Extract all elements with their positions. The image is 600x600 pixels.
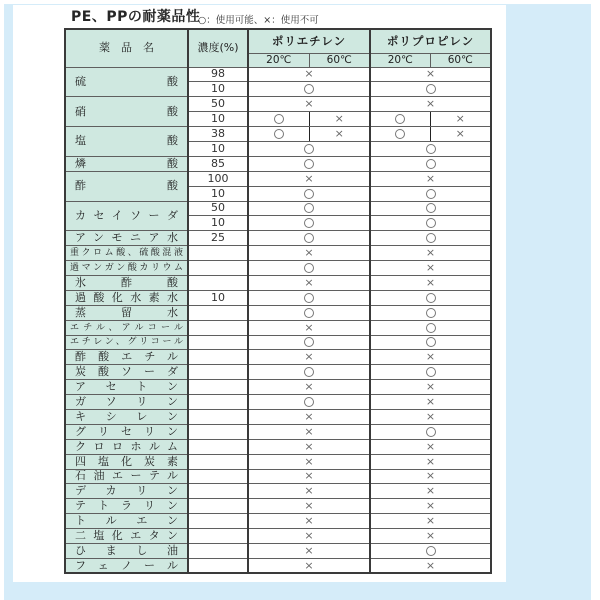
not-usable-mark: × xyxy=(425,469,436,483)
concentration-cell xyxy=(188,350,248,365)
chemical-name-cell: 燐酸 xyxy=(65,156,188,171)
usable-mark xyxy=(426,189,436,199)
concentration-cell xyxy=(188,275,248,290)
rating-cell-pp xyxy=(370,67,491,82)
usable-mark xyxy=(304,144,314,154)
concentration-cell xyxy=(188,484,248,499)
rating-cell-pp xyxy=(370,141,491,156)
rating-cell-pe xyxy=(248,469,370,484)
header-pe-60c: 60℃ xyxy=(309,53,370,67)
rating-cell-pe xyxy=(248,514,370,529)
concentration-cell xyxy=(188,335,248,350)
rating-cell-pp xyxy=(370,395,491,410)
not-usable-mark: × xyxy=(304,67,314,81)
chemical-name-cell: デカリン xyxy=(65,484,188,499)
rating-cell-pe-20c xyxy=(248,127,309,142)
chemical-name-cell: 過酸化水素水 xyxy=(65,290,188,305)
not-usable-mark: × xyxy=(425,261,436,275)
table-row xyxy=(65,97,491,112)
rating-cell-pe xyxy=(248,186,370,201)
rating-cell-pp xyxy=(370,499,491,514)
rating-cell-pp xyxy=(370,439,491,454)
table-row xyxy=(65,171,491,186)
concentration-cell: 100 xyxy=(188,171,248,186)
rating-cell-pe xyxy=(248,171,370,186)
rating-cell-pe xyxy=(248,97,370,112)
usable-mark xyxy=(426,323,436,333)
table-row xyxy=(65,424,491,439)
not-usable-mark: × xyxy=(425,395,436,409)
rating-cell-pe xyxy=(248,275,370,290)
usable-mark xyxy=(304,293,314,303)
chemical-name-cell: フェノール xyxy=(65,558,188,573)
rating-cell-pp xyxy=(370,305,491,320)
rating-cell-pe xyxy=(248,544,370,559)
usable-mark xyxy=(304,367,314,377)
not-usable-mark: × xyxy=(334,127,344,140)
table-row xyxy=(65,261,491,276)
rating-cell-pp xyxy=(370,469,491,484)
chemical-name-cell: 過マンガン酸カリウム xyxy=(65,261,188,276)
header-pp-60c: 60℃ xyxy=(430,53,491,67)
not-usable-mark: × xyxy=(304,424,314,438)
chemical-name-cell: クロロホルム xyxy=(65,439,188,454)
rating-cell-pe xyxy=(248,201,370,216)
chemical-name-cell: 酢酸 xyxy=(65,171,188,201)
usable-mark xyxy=(304,397,314,407)
rating-cell-pe xyxy=(248,246,370,261)
concentration-cell xyxy=(188,544,248,559)
not-usable-mark: × xyxy=(334,112,344,126)
concentration-cell xyxy=(188,499,248,514)
chemical-name-cell: エチル、アルコール xyxy=(65,320,188,335)
usable-mark xyxy=(304,84,314,94)
rating-cell-pe xyxy=(248,261,370,276)
rating-cell-pe xyxy=(248,395,370,410)
concentration-cell xyxy=(188,320,248,335)
usable-mark xyxy=(304,337,314,347)
chemical-name-cell: カセイソーダ xyxy=(65,201,188,231)
table-row xyxy=(65,439,491,454)
rating-cell-pp xyxy=(370,186,491,201)
rating-cell-pe xyxy=(248,365,370,380)
concentration-cell xyxy=(188,424,248,439)
rating-cell-pe xyxy=(248,558,370,573)
usable-mark xyxy=(426,427,436,437)
rating-cell-pp xyxy=(370,171,491,186)
table-row xyxy=(65,156,491,171)
not-usable-mark: × xyxy=(425,558,436,572)
table-row xyxy=(65,469,491,484)
not-usable-mark: × xyxy=(304,529,314,543)
table-row xyxy=(65,454,491,469)
chemical-name-cell: 塩酸 xyxy=(65,127,188,157)
rating-cell-pp xyxy=(370,424,491,439)
not-usable-mark: × xyxy=(425,484,436,498)
usable-mark xyxy=(426,293,436,303)
rating-cell-pp xyxy=(370,544,491,559)
rating-cell-pp-60c xyxy=(430,127,491,142)
usable-mark xyxy=(426,84,436,94)
not-usable-mark: × xyxy=(425,514,436,528)
chemical-name-cell: テトラリン xyxy=(65,499,188,514)
not-usable-mark: × xyxy=(455,112,465,126)
concentration-cell xyxy=(188,365,248,380)
rating-cell-pp xyxy=(370,529,491,544)
rating-cell-pp xyxy=(370,409,491,424)
rating-cell-pp xyxy=(370,275,491,290)
table-row xyxy=(65,67,491,82)
header-pp-20c: 20℃ xyxy=(370,53,430,67)
not-usable-mark: × xyxy=(425,499,436,513)
rating-cell-pp xyxy=(370,261,491,276)
chemical-name-cell: 酢酸エチル xyxy=(65,350,188,365)
concentration-cell: 50 xyxy=(188,201,248,216)
not-usable-mark: × xyxy=(425,97,436,111)
rating-cell-pe xyxy=(248,156,370,171)
chemical-name-cell: エチレン、グリコール xyxy=(65,335,188,350)
table-row xyxy=(65,290,491,305)
concentration-cell: 85 xyxy=(188,156,248,171)
usable-mark xyxy=(395,129,405,139)
table-row xyxy=(65,365,491,380)
rating-cell-pe xyxy=(248,216,370,231)
chemical-name-cell: 硝酸 xyxy=(65,97,188,127)
concentration-cell: 25 xyxy=(188,231,248,246)
not-usable-mark: × xyxy=(425,380,436,394)
usable-mark xyxy=(304,308,314,318)
chemical-name-cell: ガソリン xyxy=(65,395,188,410)
not-usable-mark: × xyxy=(304,409,314,423)
rating-cell-pe-60c xyxy=(309,112,370,127)
usable-mark xyxy=(304,203,314,213)
concentration-cell: 10 xyxy=(188,141,248,156)
rating-cell-pe xyxy=(248,424,370,439)
rating-cell-pp xyxy=(370,216,491,231)
table-row xyxy=(65,544,491,559)
rating-cell-pe xyxy=(248,305,370,320)
rating-cell-pe-20c xyxy=(248,112,309,127)
chemical-name-cell: アセトン xyxy=(65,380,188,395)
not-usable-mark: × xyxy=(304,514,314,528)
rating-cell-pe xyxy=(248,484,370,499)
usable-mark xyxy=(274,114,284,124)
usable-mark xyxy=(426,367,436,377)
header-concentration: 濃度(%) xyxy=(188,29,248,67)
rating-cell-pp xyxy=(370,82,491,97)
table-row xyxy=(65,305,491,320)
concentration-cell xyxy=(188,529,248,544)
legend: ○：使用可能、×：使用不可 xyxy=(198,15,319,26)
not-usable-mark: × xyxy=(425,350,436,364)
table-row xyxy=(65,409,491,424)
table-row xyxy=(65,558,491,573)
not-usable-mark: × xyxy=(425,439,436,453)
not-usable-mark: × xyxy=(304,469,314,483)
concentration-cell xyxy=(188,558,248,573)
not-usable-mark: × xyxy=(304,558,314,572)
rating-cell-pe xyxy=(248,82,370,97)
concentration-cell xyxy=(188,514,248,529)
concentration-cell xyxy=(188,246,248,261)
concentration-cell: 10 xyxy=(188,112,248,127)
concentration-cell: 50 xyxy=(188,97,248,112)
table-row xyxy=(65,484,491,499)
rating-cell-pp xyxy=(370,201,491,216)
not-usable-mark: × xyxy=(425,275,436,289)
not-usable-mark: × xyxy=(304,439,314,453)
chemical-name-cell: アンモニア水 xyxy=(65,231,188,246)
concentration-cell xyxy=(188,395,248,410)
chemical-name-cell: 四塩化炭素 xyxy=(65,454,188,469)
table-row xyxy=(65,335,491,350)
table-row xyxy=(65,380,491,395)
rating-cell-pe xyxy=(248,499,370,514)
usable-mark xyxy=(426,233,436,243)
rating-cell-pe xyxy=(248,439,370,454)
rating-cell-pp xyxy=(370,290,491,305)
not-usable-mark: × xyxy=(304,97,314,111)
usable-mark xyxy=(304,233,314,243)
not-usable-mark: × xyxy=(304,484,314,498)
usable-mark xyxy=(426,337,436,347)
concentration-cell: 10 xyxy=(188,186,248,201)
chemical-name-cell: 蒸留水 xyxy=(65,305,188,320)
concentration-cell xyxy=(188,469,248,484)
rating-cell-pp xyxy=(370,231,491,246)
not-usable-mark: × xyxy=(304,380,314,394)
rating-cell-pe xyxy=(248,320,370,335)
not-usable-mark: × xyxy=(304,171,314,185)
usable-mark xyxy=(395,114,405,124)
rating-cell-pp xyxy=(370,484,491,499)
not-usable-mark: × xyxy=(425,454,436,468)
chemical-name-cell: 氷酢酸 xyxy=(65,275,188,290)
table-row xyxy=(65,231,491,246)
page-title: PE、PPの耐薬品性 xyxy=(71,9,201,25)
rating-cell-pe xyxy=(248,380,370,395)
rating-cell-pp xyxy=(370,365,491,380)
table-row xyxy=(65,350,491,365)
rating-cell-pp xyxy=(370,97,491,112)
rating-cell-pp xyxy=(370,246,491,261)
not-usable-mark: × xyxy=(304,275,314,289)
usable-mark xyxy=(426,144,436,154)
chemical-name-cell: 重クロム酸、硫酸混液 xyxy=(65,246,188,261)
concentration-cell xyxy=(188,409,248,424)
rating-cell-pp xyxy=(370,454,491,469)
concentration-cell: 98 xyxy=(188,67,248,82)
rating-cell-pp xyxy=(370,156,491,171)
not-usable-mark: × xyxy=(304,499,314,513)
concentration-cell: 10 xyxy=(188,82,248,97)
table-row xyxy=(65,275,491,290)
usable-mark xyxy=(274,129,284,139)
usable-mark xyxy=(426,159,436,169)
concentration-cell xyxy=(188,454,248,469)
concentration-cell xyxy=(188,261,248,276)
rating-cell-pp xyxy=(370,380,491,395)
rating-cell-pe xyxy=(248,529,370,544)
rating-cell-pe xyxy=(248,350,370,365)
chemical-name-cell: ひまし油 xyxy=(65,544,188,559)
rating-cell-pp-20c xyxy=(370,127,430,142)
not-usable-mark: × xyxy=(425,246,436,260)
not-usable-mark: × xyxy=(425,529,436,543)
rating-cell-pp xyxy=(370,320,491,335)
usable-mark xyxy=(304,218,314,228)
header-pe-20c: 20℃ xyxy=(248,53,309,67)
concentration-cell: 10 xyxy=(188,290,248,305)
table-row xyxy=(65,201,491,216)
chemical-name-cell: 石油エーテル xyxy=(65,469,188,484)
usable-mark xyxy=(304,159,314,169)
rating-cell-pe xyxy=(248,231,370,246)
concentration-cell: 10 xyxy=(188,216,248,231)
chemical-name-cell: 炭酸ソーダ xyxy=(65,365,188,380)
not-usable-mark: × xyxy=(425,67,436,81)
rating-cell-pe xyxy=(248,335,370,350)
header-chemical-name: 薬 品 名 xyxy=(65,29,188,67)
concentration-cell xyxy=(188,380,248,395)
concentration-cell xyxy=(188,305,248,320)
table-row xyxy=(65,127,491,142)
concentration-cell: 38 xyxy=(188,127,248,142)
rating-cell-pp xyxy=(370,335,491,350)
not-usable-mark: × xyxy=(304,454,314,468)
rating-cell-pp xyxy=(370,558,491,573)
usable-mark xyxy=(304,263,314,273)
usable-mark xyxy=(426,546,436,556)
chemical-name-cell: 二塩化エタン xyxy=(65,529,188,544)
table-row xyxy=(65,246,491,261)
chemical-resistance-table xyxy=(64,28,492,574)
header-polypropylene: ポリプロピレン xyxy=(370,29,491,53)
usable-mark xyxy=(426,203,436,213)
rating-cell-pe xyxy=(248,454,370,469)
rating-cell-pp xyxy=(370,350,491,365)
chemical-name-cell: キシレン xyxy=(65,409,188,424)
usable-mark xyxy=(304,189,314,199)
not-usable-mark: × xyxy=(304,543,314,557)
chemical-name-cell: グリセリン xyxy=(65,424,188,439)
chemical-name-cell: 硫酸 xyxy=(65,67,188,97)
rating-cell-pe xyxy=(248,409,370,424)
rating-cell-pp-20c xyxy=(370,112,430,127)
usable-mark xyxy=(426,218,436,228)
table-row xyxy=(65,529,491,544)
rating-cell-pe xyxy=(248,141,370,156)
table-row xyxy=(65,514,491,529)
not-usable-mark: × xyxy=(425,171,436,185)
not-usable-mark: × xyxy=(304,320,314,334)
table-row xyxy=(65,499,491,514)
not-usable-mark: × xyxy=(304,350,314,364)
header-polyethylene: ポリエチレン xyxy=(248,29,370,53)
concentration-cell xyxy=(188,439,248,454)
rating-cell-pp-60c xyxy=(430,112,491,127)
table-row xyxy=(65,320,491,335)
rating-cell-pe xyxy=(248,290,370,305)
rating-cell-pe-60c xyxy=(309,127,370,142)
not-usable-mark: × xyxy=(455,127,465,140)
not-usable-mark: × xyxy=(304,246,314,260)
usable-mark xyxy=(426,308,436,318)
rating-cell-pp xyxy=(370,514,491,529)
table-row xyxy=(65,395,491,410)
rating-cell-pe xyxy=(248,67,370,82)
not-usable-mark: × xyxy=(425,409,436,423)
chemical-name-cell: トルエン xyxy=(65,514,188,529)
